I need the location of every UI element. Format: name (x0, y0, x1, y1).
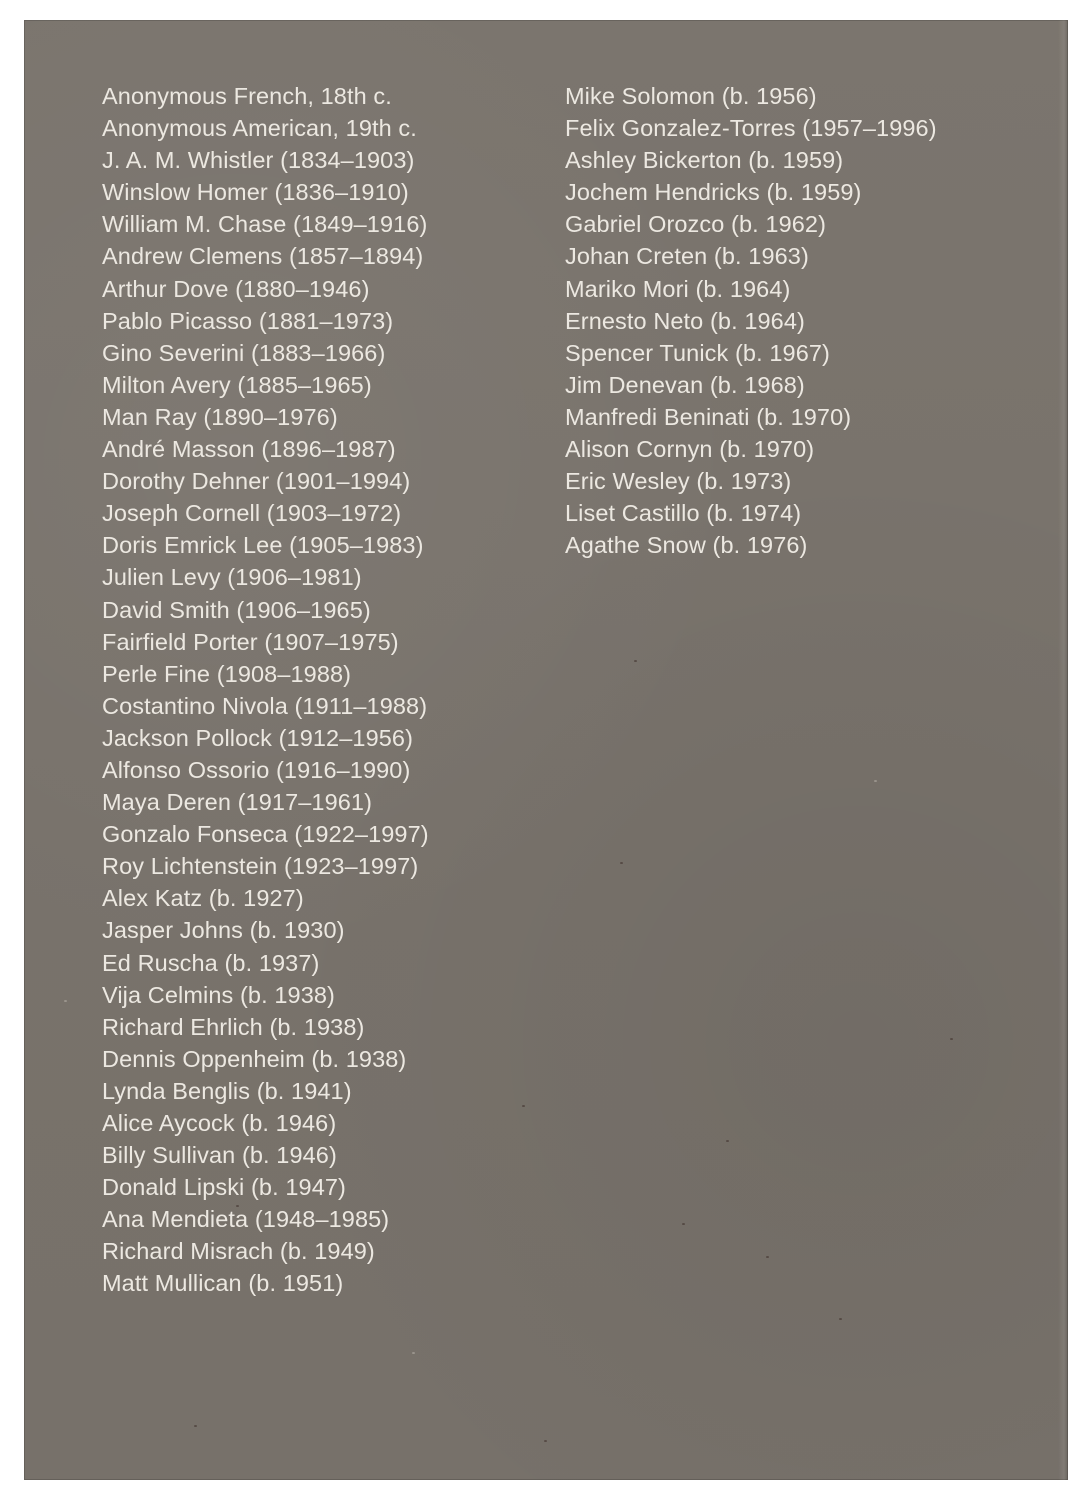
paper-speck (620, 862, 623, 864)
artist-entry: Alice Aycock (b. 1946) (102, 1110, 337, 1136)
paper-speck (726, 1140, 729, 1142)
artist-entry: Ana Mendieta (1948–1985) (102, 1206, 390, 1233)
artist-entry: Jim Denevan (b. 1968) (565, 371, 805, 398)
artist-entry: Manfredi Beninati (b. 1970) (565, 403, 852, 430)
artist-entry: Doris Emrick Lee (1905–1983) (102, 532, 424, 559)
paper-speck (544, 1440, 547, 1442)
artist-entry: Jackson Pollock (1912–1956) (102, 724, 413, 751)
artist-entry: Anonymous French, 18th c. (102, 83, 392, 109)
artist-entry: Jochem Hendricks (b. 1959) (565, 179, 862, 206)
artist-entry: Roy Lichtenstein (1923–1997) (102, 853, 419, 880)
artist-entry: Lynda Benglis (b. 1941) (102, 1077, 352, 1104)
artist-entry: Billy Sullivan (b. 1946) (102, 1142, 337, 1169)
artist-entry: Man Ray (1890–1976) (102, 403, 338, 430)
artist-entry: Anonymous American, 19th c. (102, 115, 417, 142)
artist-entry: J. A. M. Whistler (1834–1903) (102, 147, 415, 174)
artist-entry: Andrew Clemens (1857–1894) (102, 243, 424, 270)
paper-speck (682, 1223, 685, 1225)
artist-entry: Arthur Dove (1880–1946) (102, 275, 370, 302)
artist-entry: Maya Deren (1917–1961) (102, 789, 373, 816)
artist-entry: Mike Solomon (b. 1956) (565, 83, 817, 109)
artist-entry: Gonzalo Fonseca (1922–1997) (102, 821, 429, 848)
artist-entry: William M. Chase (1849–1916) (102, 211, 428, 238)
artist-entry: André Masson (1896–1987) (102, 436, 396, 463)
artist-entry: Liset Castillo (b. 1974) (565, 500, 802, 527)
artist-entry: Costantino Nivola (1911–1988) (102, 692, 428, 719)
artist-entry: Felix Gonzalez-Torres (1957–1996) (565, 115, 937, 142)
artist-list-right (565, 80, 937, 561)
artist-entry: Johan Creten (b. 1963) (565, 243, 809, 270)
artist-entry: Donald Lipski (b. 1947) (102, 1174, 346, 1201)
artist-entry: Julien Levy (1906–1981) (102, 564, 362, 591)
artist-entry: Alison Cornyn (b. 1970) (565, 436, 815, 463)
artist-entry: Milton Avery (1885–1965) (102, 371, 372, 398)
paper-speck (194, 1425, 197, 1427)
artist-entry: Winslow Homer (1836–1910) (102, 179, 409, 206)
paper-speck (522, 1105, 525, 1107)
artist-entry: Perle Fine (1908–1988) (102, 660, 352, 687)
paper-speck (839, 1318, 842, 1320)
artist-entry: Alfonso Ossorio (1916–1990) (102, 756, 411, 783)
artist-entry: Matt Mullican (b. 1951) (102, 1270, 344, 1297)
artist-list-left (102, 80, 429, 1300)
artist-entry: Spencer Tunick (b. 1967) (565, 339, 830, 366)
page-edge (1058, 20, 1068, 1480)
artist-entry: Joseph Cornell (1903–1972) (102, 500, 402, 527)
page (24, 20, 1068, 1480)
paper-speck (634, 660, 637, 662)
artist-entry: Richard Ehrlich (b. 1938) (102, 1013, 365, 1040)
artist-entry: Pablo Picasso (1881–1973) (102, 307, 394, 334)
artist-entry: Mariko Mori (b. 1964) (565, 275, 791, 302)
artist-entry: Alex Katz (b. 1927) (102, 885, 304, 912)
paper-speck (950, 1038, 953, 1040)
artist-entry: Dennis Oppenheim (b. 1938) (102, 1045, 407, 1072)
artist-entry: Agathe Snow (b. 1976) (565, 532, 808, 559)
paper-speck (874, 780, 877, 782)
artist-entry: David Smith (1906–1965) (102, 596, 371, 623)
artist-entry: Eric Wesley (b. 1973) (565, 468, 792, 495)
artist-entry: Gino Severini (1883–1966) (102, 339, 386, 366)
artist-entry: Vija Celmins (b. 1938) (102, 981, 335, 1008)
artist-entry: Ashley Bickerton (b. 1959) (565, 147, 844, 174)
paper-speck (766, 1256, 769, 1258)
artist-entry: Gabriel Orozco (b. 1962) (565, 211, 827, 238)
artist-entry: Dorothy Dehner (1901–1994) (102, 468, 411, 495)
paper-speck (64, 1000, 67, 1002)
artist-entry: Ernesto Neto (b. 1964) (565, 307, 805, 334)
artist-entry: Ed Ruscha (b. 1937) (102, 949, 320, 976)
paper-speck (412, 1352, 415, 1354)
artist-entry: Fairfield Porter (1907–1975) (102, 628, 399, 655)
artist-entry: Richard Misrach (b. 1949) (102, 1238, 375, 1265)
artist-entry: Jasper Johns (b. 1930) (102, 917, 345, 944)
